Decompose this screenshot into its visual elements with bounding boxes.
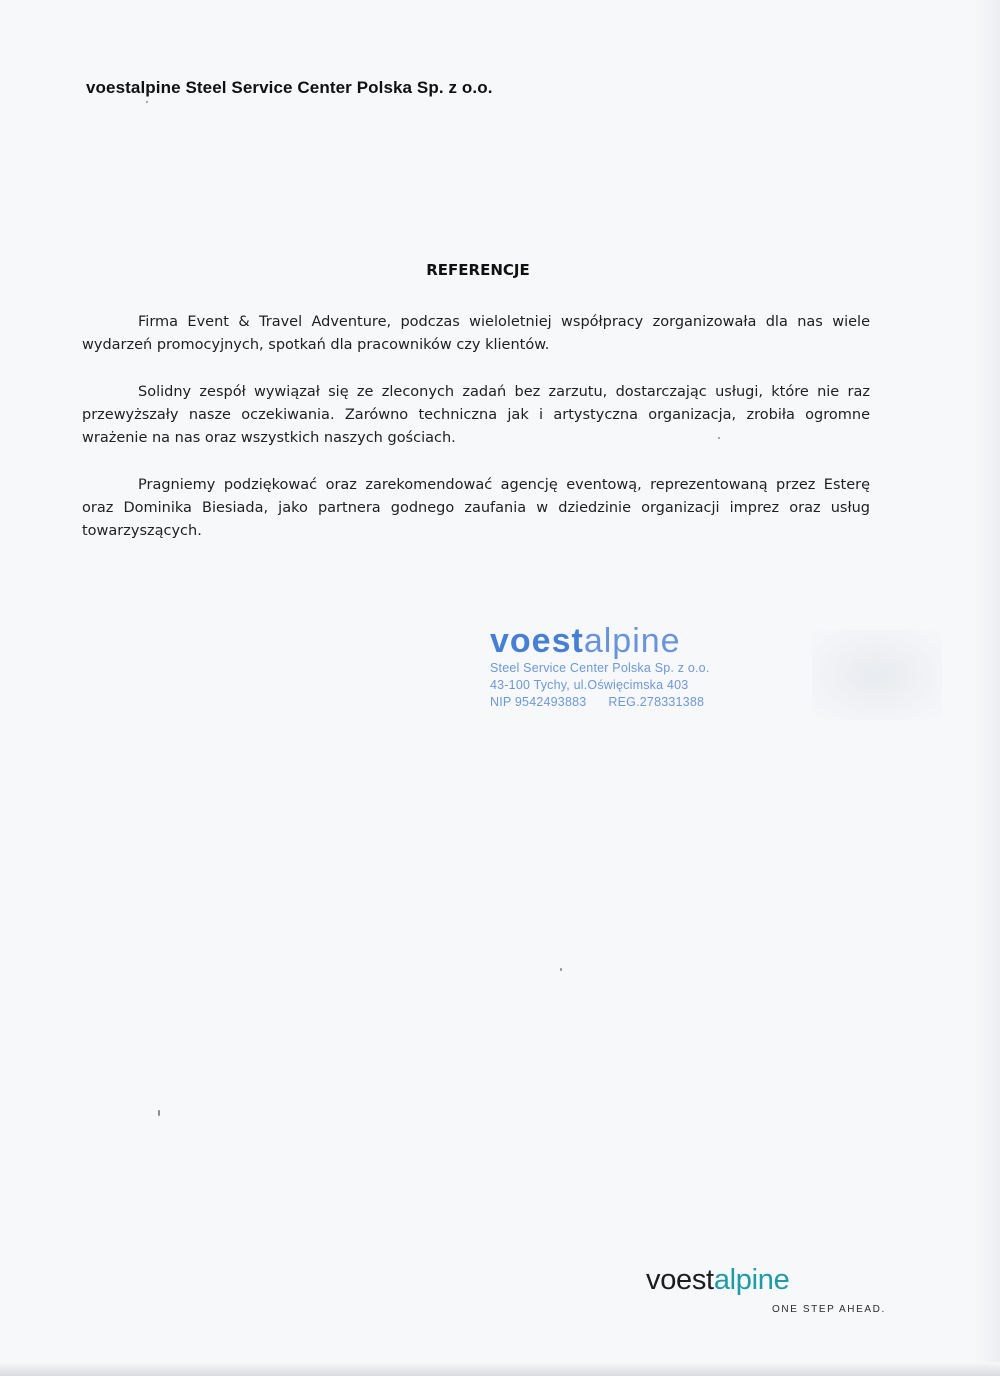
paragraph-3: Pragniemy podziękować oraz zarekomendować agencję eventową, reprezentowaną przez Esterę oraz Dominika Biesiada, jako partnera godnego zaufania w dziedzinie organizacji imprez oraz usług towarzyszących.	[82, 477, 870, 539]
scan-speck	[158, 1110, 160, 1116]
footer-tagline: ONE STEP AHEAD.	[772, 1304, 886, 1315]
letter-body	[82, 311, 870, 567]
stamp-logo	[490, 622, 770, 660]
page-edge-shadow	[974, 0, 1000, 1376]
scan-speck	[146, 101, 148, 103]
stamp-reg: REG.278331388	[608, 695, 705, 709]
footer-logo-dark: voest	[646, 1264, 714, 1296]
company-header: voestalpine Steel Service Center Polska Sp. z o.o.	[86, 78, 493, 97]
stamp-nip: NIP 9542493883	[490, 695, 587, 709]
stamp-company-line: Steel Service Center Polska Sp. z o.o.	[490, 661, 710, 675]
faded-stamp-mark	[812, 630, 942, 720]
paragraph-1: Firma Event & Travel Adventure, podczas wieloletniej współpracy zorganizowała dla nas wiele wydarzeń promocyjnych, spotkań dla pracowników czy klientów.	[82, 314, 870, 353]
stamp-registration-line	[490, 694, 770, 711]
stamp-logo-bold: voest	[490, 622, 584, 660]
scan-speck	[718, 437, 720, 439]
stamp-logo-thin: alpine	[583, 622, 681, 660]
scan-speck	[560, 968, 562, 971]
stamp-address-line: 43-100 Tychy, ul.Oświęcimska 403	[490, 678, 689, 692]
paragraph-2: Solidny zespół wywiązał się ze zleconych zadań bez zarzutu, dostarczając usługi, które nie raz przewyższały nasze oczekiwania. Zarówno techniczna jak i artystyczna organizacja, zrobiła ogromne wrażenie na nas oraz wszystkich naszych gościach.	[82, 384, 870, 446]
footer-logo	[646, 1264, 789, 1296]
page-bottom-edge	[0, 1362, 1000, 1376]
document-title: REFERENCJE	[426, 261, 530, 279]
footer-logo-teal: alpine	[713, 1264, 790, 1296]
company-stamp	[490, 622, 770, 711]
